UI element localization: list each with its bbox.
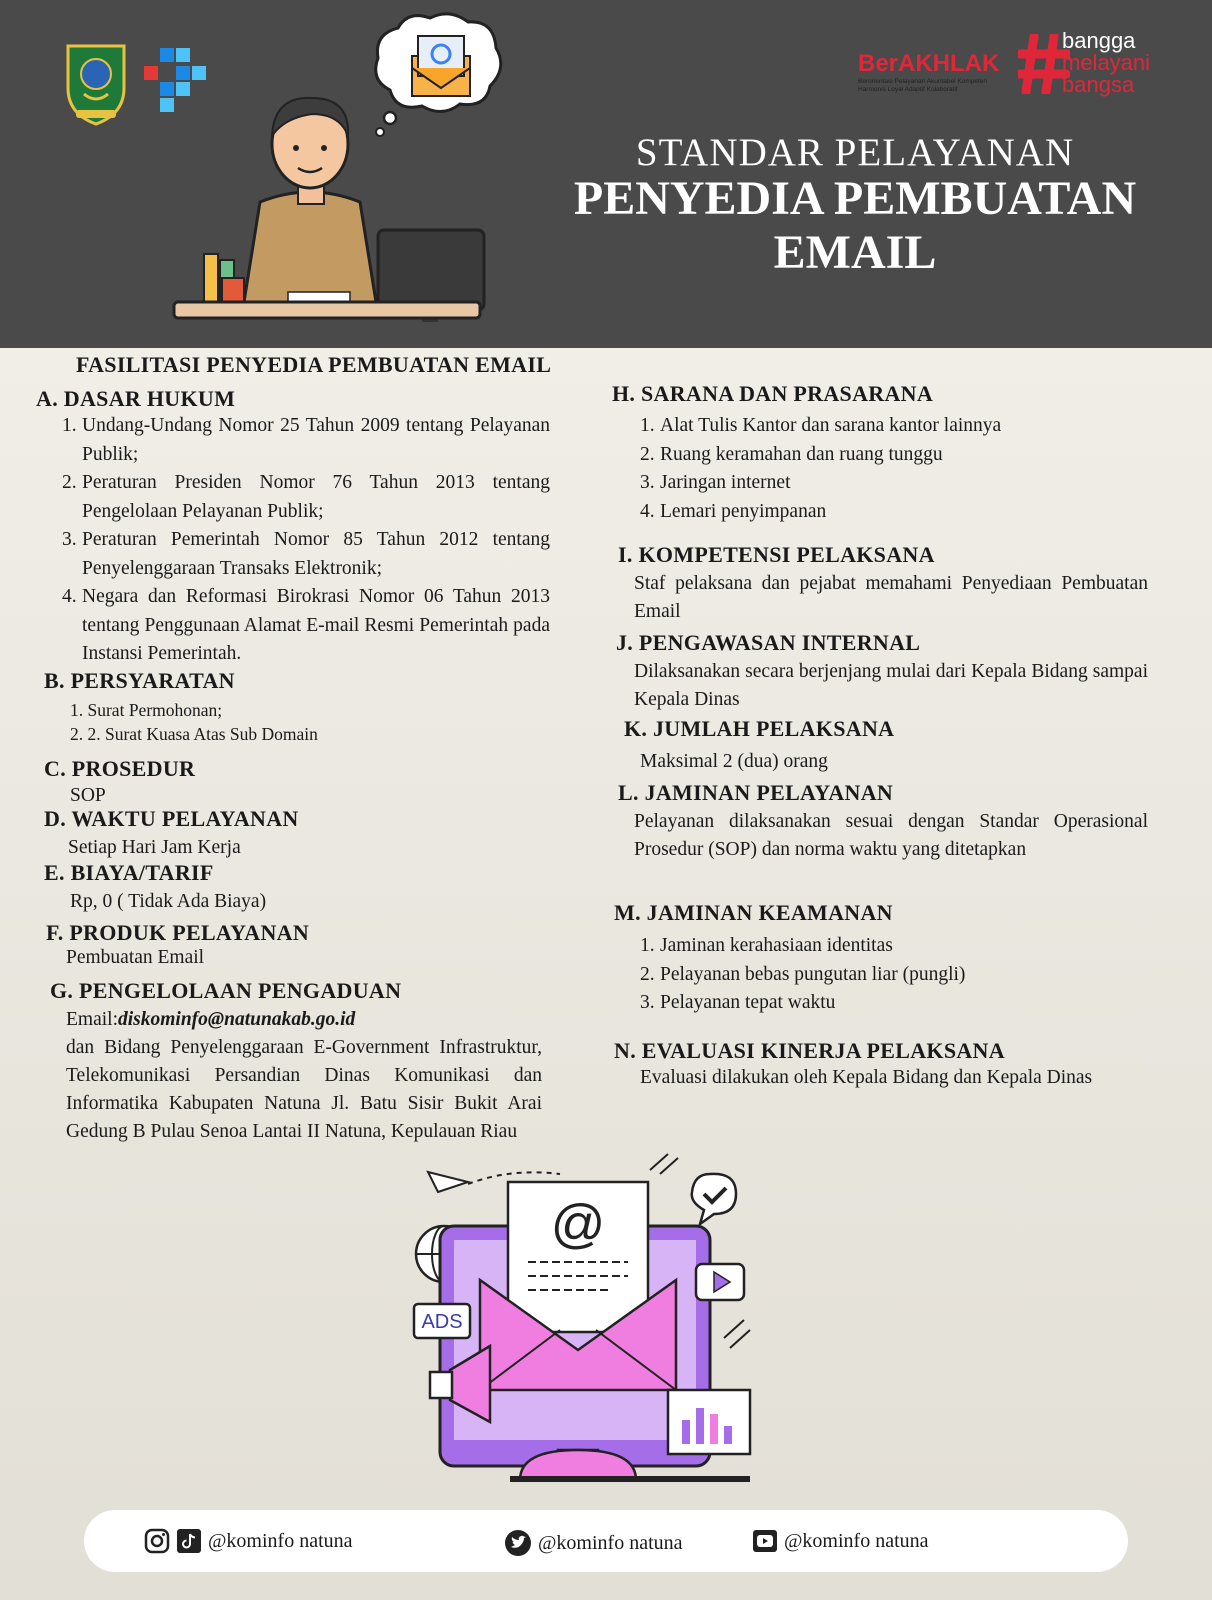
section-a-title: A. DASAR HUKUM (36, 386, 236, 411)
title-service-name: PENYEDIA PEMBUATAN EMAIL (573, 172, 1137, 279)
list-item: 3. Pelayanan tepat waktu (640, 992, 836, 1013)
section-k-text: Maksimal 2 (dua) orang (640, 751, 828, 772)
berakhlak-tagline-1: Berorientasi Pelayanan Akuntabel Kompeten (858, 78, 988, 85)
list-item: 2. Peraturan Presiden Nomor 76 Tahun 2013 tentang Pengelolaan Pelayanan Publik; (62, 472, 550, 522)
section-b-title: B. PERSYARATAN (44, 668, 235, 693)
social-youtube[interactable] (752, 1526, 929, 1556)
tiktok-icon[interactable] (176, 1528, 202, 1554)
section-k-title: K. JUMLAH PELAKSANA (624, 716, 895, 741)
header-banner (0, 0, 1212, 348)
email-address: diskominfo@natunakab.go.id (118, 1009, 356, 1030)
berakhlak-tagline-2: Harmonis Loyal Adaptif Kolaboratif (858, 86, 958, 93)
title-standar-pelayanan: STANDAR PELAYANAN (635, 131, 1075, 174)
email-marketing-illustration (410, 1150, 780, 1510)
section-h-title: H. SARANA DAN PRASARANA (612, 381, 934, 406)
page-heading: FASILITASI PENYEDIA PEMBUATAN EMAIL (76, 352, 552, 377)
section-d-text: Setiap Hari Jam Kerja (68, 837, 241, 858)
list-item: 1. Undang-Undang Nomor 25 Tahun 2009 tentang Pelayanan Publik; (62, 415, 550, 465)
section-h-list (640, 412, 1120, 526)
berakhlak-logo: BerAKHLAK (858, 50, 1000, 77)
section-e-text: Rp, 0 ( Tidak Ada Biaya) (70, 891, 267, 912)
section-m-list (640, 932, 1120, 1018)
section-j-title: J. PENGAWASAN INTERNAL (616, 630, 921, 655)
section-g-title: G. PENGELOLAAN PENGADUAN (50, 978, 402, 1003)
section-c-title: C. PROSEDUR (44, 756, 196, 781)
section-f-text: Pembuatan Email (66, 947, 205, 968)
section-l-title: L. JAMINAN PELAYANAN (618, 780, 894, 805)
twitter-icon[interactable] (504, 1529, 532, 1557)
social-twitter[interactable] (504, 1528, 683, 1558)
section-f-title: F. PRODUK PELAYANAN (46, 920, 310, 945)
section-g-email-line: Email:diskominfo@natunakab.go.id (66, 1009, 356, 1030)
list-item: 2. Ruang keramahan dan ruang tunggu (640, 443, 943, 465)
footer-social-bar (84, 1510, 1128, 1572)
bar-chart-icon (668, 1390, 750, 1454)
list-item: 4. Lemari penyimpanan (640, 500, 827, 522)
section-n-title: N. EVALUASI KINERJA PELAKSANA (614, 1038, 1005, 1063)
list-item: 3. Peraturan Pemerintah Nomor 85 Tahun 2012 tentang Penyelenggaraan Transaks Elektronik; (62, 529, 550, 579)
list-item: 3. Jaringan internet (640, 472, 791, 493)
section-i-text: Staf pelaksana dan pejabat memahami Penyediaan Pembuatan Email (634, 573, 1148, 622)
list-item: 2. Pelayanan bebas pungutan liar (pungli) (640, 963, 966, 985)
svg-text:ADS: ADS (421, 1311, 463, 1333)
section-l-text: Pelayanan dilaksanakan sesuai dengan Standar Operasional Prosedur (SOP) dan norma waktu yang ditetapkan (634, 811, 1148, 860)
section-b-item: 1. Surat Permohonan; (70, 700, 223, 720)
regency-crest-logo (62, 42, 130, 128)
social-instagram-tiktok[interactable] (144, 1526, 353, 1556)
section-m-title: M. JAMINAN KEAMANAN (614, 900, 893, 925)
section-g-text: dan Bidang Penyelenggaraan E-Government Infrastruktur, Telekomunikasi Persandian Dinas Komunikasi dan Informatika Kabupaten Natuna Jl. Batu Sisir Bukit Arai Gedung B Pulau Senoa Lantai II Natuna, Kepulauan Riau (66, 1037, 542, 1142)
section-d-title: D. WAKTU PELAYANAN (44, 806, 299, 831)
social-handle: @kominfo natuna (784, 1529, 929, 1552)
svg-text:@: @ (550, 1194, 606, 1254)
section-j-text: Dilaksanakan secara berjenjang mulai dari Kepala Bidang sampai Kepala Dinas (634, 661, 1148, 710)
instagram-icon[interactable] (144, 1528, 170, 1554)
section-b-item: 2. 2. Surat Kuasa Atas Sub Domain (70, 724, 318, 744)
social-handle: @kominfo natuna (538, 1531, 683, 1554)
office-worker-illustration (170, 92, 490, 332)
youtube-icon[interactable] (752, 1528, 778, 1554)
section-c-text: SOP (70, 785, 106, 806)
bangga-melayani-bangsa-logo: bangga melayani bangsa (1062, 28, 1151, 97)
social-handle: @kominfo natuna (208, 1529, 353, 1552)
list-item: 4. Negara dan Reformasi Birokrasi Nomor 06 Tahun 2013 tentang Penggunaan Alamat E-mail Resmi Pemerintah pada Instansi Pemerintah. (62, 586, 550, 664)
section-n-text: Evaluasi dilakukan oleh Kepala Bidang dan Kepala Dinas (640, 1067, 1093, 1088)
list-item: 1. Alat Tulis Kantor dan sarana kantor lainnya (640, 415, 1002, 436)
list-item: 1. Jaminan kerahasiaan identitas (640, 935, 893, 956)
section-i-title: I. KOMPETENSI PELAKSANA (618, 542, 935, 567)
section-e-title: E. BIAYA/TARIF (44, 860, 214, 885)
section-a-list (62, 412, 550, 669)
